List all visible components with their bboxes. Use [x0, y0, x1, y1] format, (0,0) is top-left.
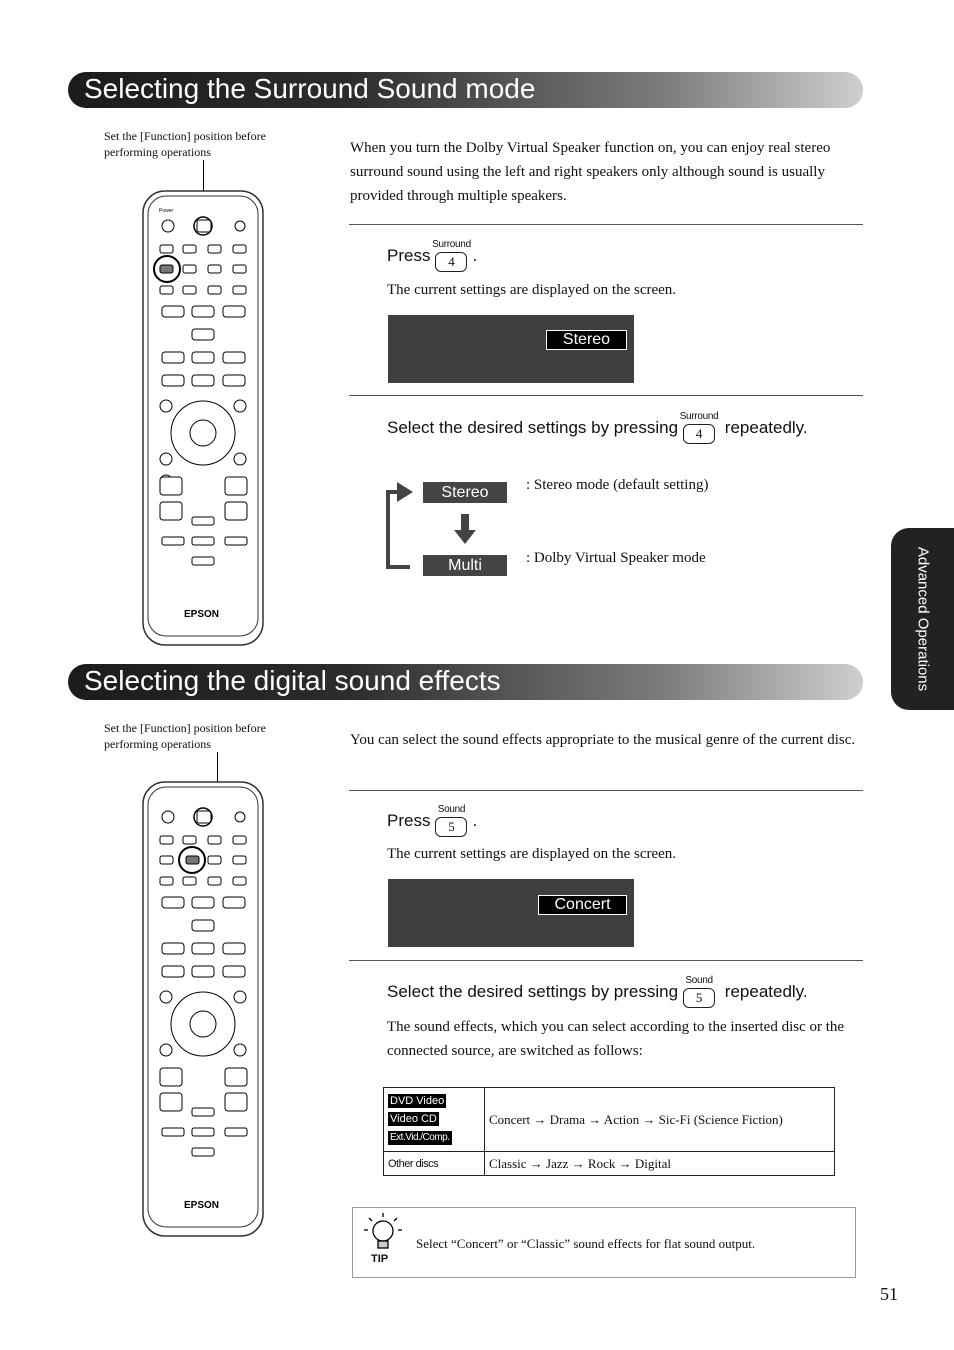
- source-tag: DVD Video: [390, 1095, 445, 1107]
- step-1: Press Sound 5 .: [387, 811, 477, 832]
- key-caption: Sound: [685, 974, 713, 986]
- step-2: [387, 410, 808, 441]
- lightbulb-icon: [363, 1212, 403, 1256]
- section-banner: [68, 72, 863, 108]
- key-caption: Sound: [437, 803, 466, 815]
- surround-key: [432, 238, 471, 272]
- key-number: 5: [695, 989, 703, 1005]
- table-row: [384, 1152, 835, 1176]
- side-tab: [891, 528, 954, 710]
- source-tag: Ext.Vid./Comp.: [390, 1132, 450, 1143]
- remote-note: Set the [Function] position before performing operations: [104, 721, 266, 751]
- divider: [349, 395, 863, 396]
- table-cell-effects: Concert → Drama → Action → Sic-Fi (Science Fiction): [485, 1088, 835, 1152]
- section-title: Selecting the digital sound effects: [84, 665, 501, 696]
- table-cell-effects: Classic → Jazz → Rock → Digital: [485, 1152, 835, 1176]
- mode-multi: Multi: [423, 555, 507, 576]
- screen-value: Concert: [538, 895, 627, 915]
- section-title: Selecting the Surround Sound mode: [84, 73, 536, 104]
- remote-control-illustration: [142, 781, 264, 1237]
- tip-box: [352, 1207, 856, 1278]
- intro-text: You can select the sound effects appropriate to the musical genre of the current disc.: [350, 732, 856, 748]
- sound-key: [683, 974, 715, 1008]
- tip-label: TIP: [371, 1253, 389, 1265]
- mode-desc: : Stereo mode (default setting): [526, 477, 709, 493]
- tip-text: Select “Concert” or “Classic” sound effects for flat sound output.: [416, 1236, 756, 1251]
- step-text: Select the desired settings by pressing: [387, 982, 679, 1001]
- divider: [349, 790, 863, 791]
- step-note: The sound effects, which you can select according to the inserted disc or the connected source, are switched as follows:: [387, 1019, 845, 1059]
- page-number: 51: [880, 1284, 898, 1304]
- surround-key: [679, 410, 719, 444]
- key-caption: Surround: [432, 238, 471, 250]
- source-tag: Video CD: [390, 1113, 437, 1125]
- step-2: [387, 974, 808, 1005]
- key-number: 4: [448, 253, 455, 269]
- step-1: Press Surround 4 .: [387, 246, 477, 267]
- screen-display: [388, 879, 634, 947]
- step-text: repeatedly.: [724, 418, 808, 437]
- remote-label: Power: [159, 208, 174, 214]
- brand-logo: EPSON: [184, 609, 220, 620]
- remote-control-illustration: [142, 190, 264, 646]
- sound-key: [435, 803, 467, 837]
- remote-note: Set the [Function] position before performing operations: [104, 129, 266, 159]
- divider: [349, 960, 863, 961]
- intro-text: When you turn the Dolby Virtual Speaker function on, you can enjoy real stereo surround sound using the left and right speakers only although sound is usually provided through multiple speakers.: [350, 140, 831, 204]
- step-text: Press: [387, 246, 431, 265]
- mode-stereo: Stereo: [423, 482, 507, 503]
- screen-value: Stereo: [546, 330, 627, 350]
- key-caption: Surround: [679, 410, 719, 422]
- mode-desc: : Dolby Virtual Speaker mode: [526, 550, 706, 566]
- sound-effects-table: [383, 1087, 835, 1176]
- key-number: 5: [448, 818, 455, 834]
- step-text: Select the desired settings by pressing: [387, 418, 679, 437]
- side-tab-label: Advanced Operations: [914, 546, 931, 692]
- table-cell-sources: [384, 1088, 485, 1152]
- table-row: [384, 1088, 835, 1152]
- screen-display: [388, 315, 634, 383]
- table-cell-sources: Other discs: [384, 1152, 485, 1176]
- step-text: Press: [387, 811, 431, 830]
- section-banner: [68, 664, 863, 700]
- brand-logo: EPSON: [184, 1200, 220, 1211]
- divider: [349, 224, 863, 225]
- step-text: repeatedly.: [724, 982, 808, 1001]
- key-number: 4: [695, 425, 703, 441]
- step-note: The current settings are displayed on the screen.: [387, 846, 677, 862]
- step-note: The current settings are displayed on the screen.: [387, 282, 677, 298]
